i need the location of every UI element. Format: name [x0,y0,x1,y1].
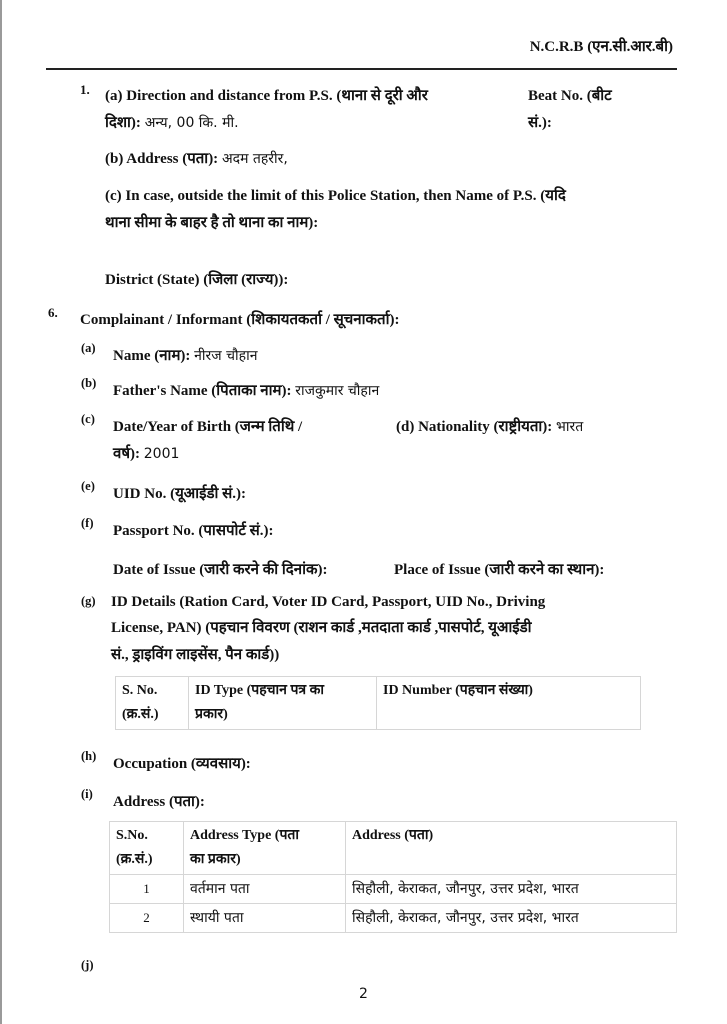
addr-row-address: सिहौली, केराकत, जौनपुर, उत्तर प्रदेश, भारत [346,875,677,904]
id-col-sno: S. No. (क्र.सं.) [116,677,189,730]
addr-col-sno: S.No. (क्र.सं.) [110,822,184,875]
address-label: (b) Address (पता): [105,151,219,167]
outside-ps-label: (c) In case, outside the limit of this Police Station, then Name of P.S. (यदि [105,188,566,204]
id-col-type: ID Type (पहचान पत्र का प्रकार) [189,677,377,730]
page-number: 2 [359,986,368,1002]
id-details-label-3: सं., ड्राइविंग लाइसेंस, पैन कार्ड)) [111,647,280,663]
address-section-label: Address (पता): [113,794,205,810]
nationality-label: (d) Nationality (राष्ट्रीयता): [396,419,553,435]
father-name-value: राजकुमार चौहान [295,383,380,399]
mark-a: (a) [81,341,96,355]
district-label: District (State) (जिला (राज्य)): [105,272,289,288]
name-label: Name (नाम): [113,348,191,364]
item-6-number: 6. [48,305,58,320]
occupation-label: Occupation (व्यवसाय): [113,756,251,772]
id-details-label-2: License, PAN) (पहचान विवरण (राशन कार्ड ,मतदाता कार्ड ,पासपोर्ट, यूआईडी [111,620,532,636]
direction-label: (a) Direction and distance from P.S. (थाना से दूरी और [105,88,428,104]
addr-row-address: सिहौली, केराकत, जौनपुर, उत्तर प्रदेश, भारत [346,904,677,933]
addr-col-type: Address Type (पता का प्रकार) [184,822,346,875]
addr-col-address: Address (पता) [346,822,677,875]
page-left-border [0,0,2,1024]
item-1-number: 1. [80,82,90,97]
issue-place-label: Place of Issue (जारी करने का स्थान): [394,562,605,578]
beat-label-2: सं.): [528,115,552,131]
nationality-value: भारत [556,419,584,435]
id-details-table [115,676,641,730]
address-row [105,146,288,172]
issue-date-label: Date of Issue (जारी करने की दिनांक): [113,562,328,578]
outside-ps-label-2: थाना सीमा के बाहर है तो थाना का नाम): [105,215,319,231]
dob-label: Date/Year of Birth (जन्म तिथि / [113,419,303,435]
table-row [110,904,677,933]
table-row [110,875,677,904]
mark-e: (e) [81,479,95,493]
address-table [109,821,677,933]
id-details-label: ID Details (Ration Card, Voter ID Card, Passport, UID No., Driving [111,594,546,610]
dob-label-2: वर्ष): [113,446,141,462]
beat-label: Beat No. (बीट [528,88,612,104]
mark-b: (b) [81,376,97,390]
dob-row [113,441,179,467]
uid-label: UID No. (यूआईडी सं.): [113,486,247,502]
header-org: N.C.R.B (एन.सी.आर.बी) [529,39,673,55]
id-col-number: ID Number (पहचान संख्या) [377,677,641,730]
nationality-row [396,414,583,440]
id-table-header [116,677,641,730]
direction-value: अन्य, 00 कि. मी. [144,115,239,131]
address-table-header [110,822,677,875]
father-name-label: Father's Name (पिताका नाम): [113,383,292,399]
passport-label: Passport No. (पासपोर्ट सं.): [113,523,274,539]
header-rule [46,68,677,70]
mark-h: (h) [81,749,97,763]
dob-value: 2001 [143,446,180,462]
complainant-title: Complainant / Informant (शिकायतकर्ता / सूचनाकर्ता): [80,312,400,328]
address-value: अदम तहरीर, [221,151,288,167]
mark-j: (j) [81,958,94,972]
father-name-row [113,378,379,404]
addr-row-type: वर्तमान पता [184,875,346,904]
mark-i: (i) [81,787,93,801]
mark-c: (c) [81,412,95,426]
direction-row [105,110,239,136]
addr-row-type: स्थायी पता [184,904,346,933]
mark-f: (f) [81,516,94,530]
name-value: नीरज चौहान [194,348,258,364]
mark-g: (g) [81,594,96,608]
name-row [113,343,257,369]
addr-row-sno: 2 [110,904,184,933]
addr-row-sno: 1 [110,875,184,904]
direction-label-2: दिशा): [105,115,141,131]
